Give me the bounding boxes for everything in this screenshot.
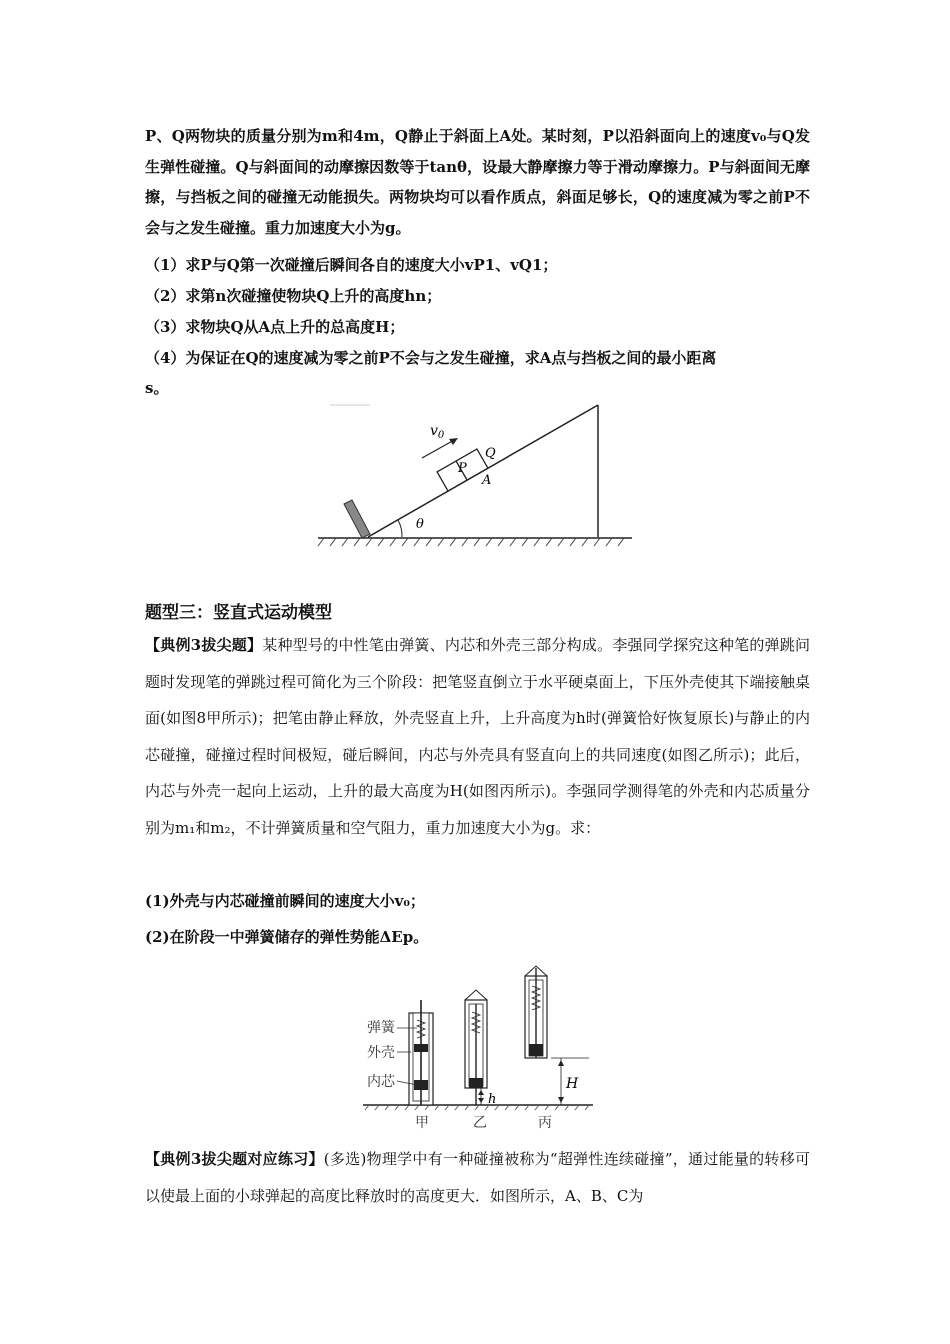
pen-jia (409, 1000, 433, 1105)
label-jia: 甲 (415, 1115, 429, 1131)
example-question-2: (2)在阶段一中弹簧储存的弹性势能ΔEp。 (145, 928, 429, 946)
practice-tag: 【典例3拔尖题对应练习】 (145, 1150, 324, 1168)
incline-figure (310, 400, 640, 550)
label-h: h (488, 1092, 497, 1107)
v0-label: $v_0$ (430, 423, 445, 441)
pen-figure (355, 960, 605, 1132)
label-big-h: H (566, 1076, 579, 1092)
practice-paragraph (145, 1141, 810, 1214)
label-bing: 丙 (538, 1115, 552, 1131)
pen-yi (465, 990, 487, 1105)
example-paragraph (145, 627, 810, 846)
practice-text: (多选)物理学中有一种碰撞被称为“超弹性连续碰撞”，通过能量的转移可以使最上面的小球弹起的高度比释放时的高度更大．如图所示，A、B、C为 (145, 1150, 810, 1205)
label-p: P (458, 461, 467, 476)
label-q: Q (485, 446, 496, 461)
label-yi: 乙 (473, 1115, 487, 1131)
example-text: 某种型号的中性笔由弹簧、内芯和外壳三部分构成。李强同学探究这种笔的弹跳问题时发现笔的弹跳过程可简化为三个阶段：把笔竖直倒立于水平硬桌面上，下压外壳使其下端接触桌面(如图8甲所示)；把笔由静止释放，外壳竖直上升，上升高度为h时(弹簧恰好恢复原长)与静止的内芯碰撞，碰撞过程时间极短，碰后瞬间，内芯与外壳具有竖直向上的共同速度(如图乙所示)；此后，内芯与外壳一起向上运动，上升的最大高度为H(如图丙所示)。李强同学测得笔的外壳和内芯质量分别为m₁和m₂，不计弹簧质量和空气阻力，重力加速度大小为g。求： (145, 636, 810, 837)
theta-label: θ (416, 517, 424, 532)
problem-paragraph: P、Q两物块的质量分别为m和4m，Q静止于斜面上A处。某时刻，P以沿斜面向上的速度v₀与Q发生弹性碰撞。Q与斜面间的动摩擦因数等于tanθ，设最大静摩擦力等于滑动摩擦力。P与斜面间无摩擦，与挡板之间的碰撞无动能损失。两物块均可以看作质点，斜面足够长，Q的速度减为零之前P不会与之发生碰撞。重力加速度大小为g。 (145, 127, 810, 237)
question-4-tail: s。 (145, 379, 169, 397)
pen-bing (525, 966, 547, 1058)
example-question-1: (1)外壳与内芯碰撞前瞬间的速度大小v₀； (145, 892, 425, 910)
question-2: （2）求第n次碰撞使物块Q上升的高度hn； (145, 287, 442, 305)
label-core: 内芯 (367, 1074, 395, 1090)
question-4: （4）为保证在Q的速度减为零之前P不会与之发生碰撞，求A点与挡板之间的最小距离 (145, 349, 717, 367)
label-shell: 外壳 (367, 1045, 395, 1061)
label-spring: 弹簧 (367, 1020, 395, 1036)
question-3: （3）求物块Q从A点上升的总高度H； (145, 318, 405, 336)
question-1: （1）求P与Q第一次碰撞后瞬间各自的速度大小vP1、vQ1； (145, 256, 558, 274)
section-heading: 题型三：竖直式运动模型 (145, 603, 332, 623)
label-a: A (482, 473, 492, 488)
example-tag: 【典例3拔尖题】 (145, 636, 263, 654)
